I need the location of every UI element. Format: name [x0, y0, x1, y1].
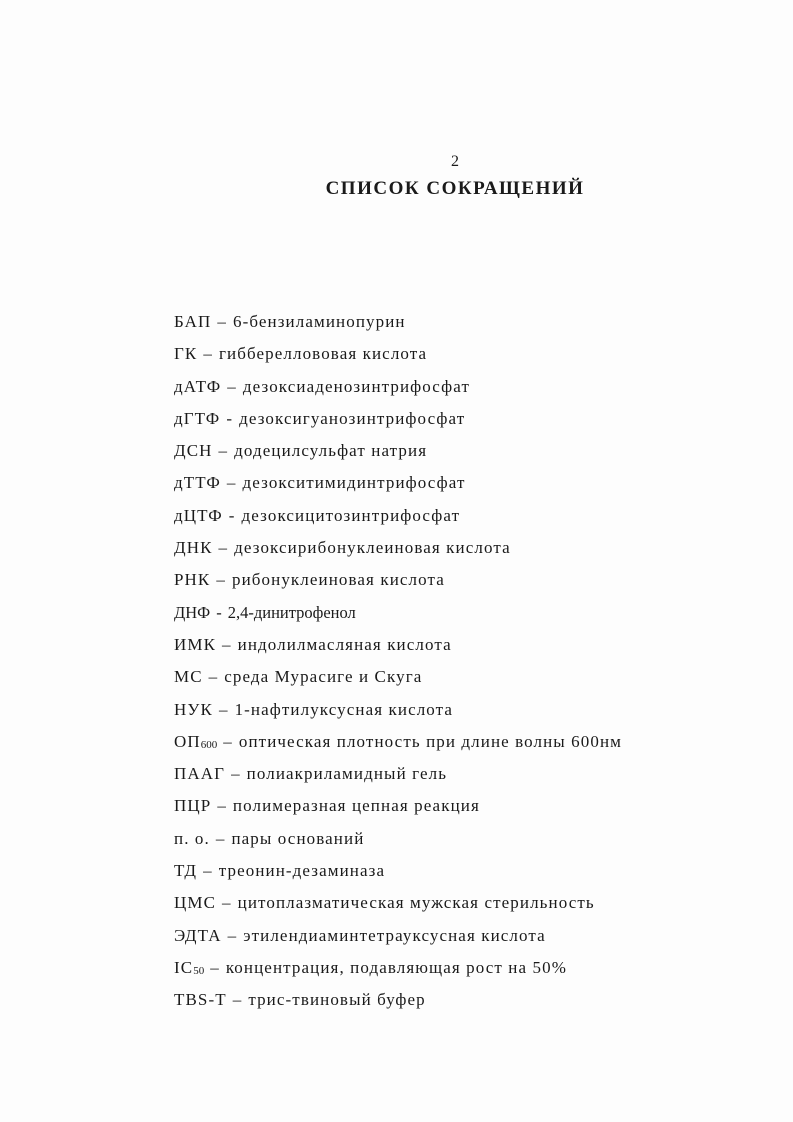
- abbr-term: дТТФ: [174, 473, 221, 493]
- list-item: [174, 403, 622, 435]
- list-item: [174, 500, 622, 532]
- abbr-separator: -: [216, 602, 222, 622]
- abbr-definition: концентрация, подавляющая рост на 50%: [225, 957, 567, 977]
- abbr-term: ПЦР: [174, 796, 212, 816]
- abbr-definition: дезокситимидинтрифосфат: [242, 473, 466, 493]
- abbr-separator: –: [218, 699, 229, 719]
- abbr-definition: полимеразная цепная реакция: [232, 796, 480, 816]
- abbr-separator: –: [222, 634, 232, 654]
- abbr-separator: –: [203, 344, 213, 364]
- abbreviation-list: [174, 306, 622, 1017]
- abbr-term: РНК: [174, 570, 211, 590]
- list-item: [174, 564, 622, 596]
- abbr-separator: –: [227, 376, 237, 396]
- abbr-definition: среда Мурасиге и Скуга: [224, 667, 423, 687]
- abbr-separator: –: [215, 828, 226, 848]
- abbr-separator: –: [223, 731, 233, 751]
- abbr-definition: 1-нафтилуксусная кислота: [234, 699, 454, 719]
- abbr-term: БАП: [174, 312, 212, 331]
- list-item: [174, 952, 622, 984]
- abbr-definition: пары оснований: [231, 828, 365, 848]
- abbr-definition: 6-бензиламинопурин: [233, 312, 406, 331]
- abbr-separator: –: [216, 570, 226, 590]
- abbr-term: ЦМС: [174, 893, 217, 913]
- abbr-separator: –: [208, 667, 219, 687]
- abbr-term: ОП: [174, 731, 201, 751]
- list-item: [174, 790, 622, 822]
- page-title: СПИСОК СОКРАЩЕНИЙ: [325, 178, 585, 199]
- list-item: [174, 467, 622, 499]
- abbr-definition: дезоксирибонуклеиновая кислота: [234, 538, 511, 558]
- abbr-definition: дезоксигуанозинтрифосфат: [239, 408, 466, 428]
- list-item: [174, 694, 622, 726]
- list-item: [174, 823, 622, 855]
- list-item: [174, 629, 622, 661]
- abbr-term: ДНК: [174, 538, 213, 558]
- abbr-separator: –: [232, 990, 243, 1010]
- page-number: 2: [451, 153, 459, 170]
- abbr-term: п. о.: [174, 828, 210, 848]
- abbr-separator: -: [226, 408, 234, 428]
- list-item: [174, 887, 622, 919]
- abbr-separator: –: [218, 538, 229, 558]
- list-item: [174, 984, 622, 1016]
- abbr-definition: 2,4-динитрофенол: [227, 602, 356, 622]
- abbr-separator: –: [217, 796, 227, 816]
- abbr-term: ПААГ: [174, 764, 226, 784]
- abbr-definition: гиббереллововая кислота: [218, 344, 428, 364]
- list-item: [174, 338, 622, 370]
- abbr-separator: -: [228, 505, 236, 525]
- abbr-separator: –: [218, 441, 229, 461]
- abbr-term: дЦТФ: [174, 505, 223, 525]
- abbr-term: дГТФ: [174, 408, 221, 428]
- list-item: [174, 855, 622, 887]
- abbr-definition: индолилмасляная кислота: [237, 634, 452, 654]
- list-item: [174, 920, 622, 952]
- abbr-term: ГК: [174, 344, 198, 364]
- abbr-definition: оптическая плотность при длине волны 600нм: [238, 731, 623, 751]
- abbr-separator: –: [226, 473, 237, 493]
- abbr-separator: –: [217, 312, 228, 331]
- abbr-term: IC: [174, 957, 194, 977]
- abbr-definition: дезоксицитозинтрифосфат: [241, 505, 461, 525]
- abbr-term: ИМК: [174, 634, 217, 654]
- abbr-definition: полиакриламидный гель: [246, 764, 448, 784]
- abbr-separator: –: [203, 861, 213, 881]
- abbr-term: ТД: [174, 861, 198, 881]
- abbr-term: TBS-T: [174, 990, 227, 1010]
- abbr-definition: цитоплазматическая мужская стерильность: [237, 893, 595, 913]
- abbr-definition: трис-твиновый буфер: [248, 990, 426, 1010]
- abbr-separator: –: [210, 957, 220, 977]
- abbr-definition: треонин-дезаминаза: [218, 861, 386, 881]
- list-item: [174, 758, 622, 790]
- list-item: [174, 661, 622, 693]
- abbr-term: ЭДТА: [174, 925, 222, 945]
- abbr-term: НУК: [174, 699, 213, 719]
- abbr-definition: этилендиаминтетрауксусная кислота: [243, 925, 546, 945]
- list-item: [174, 726, 622, 758]
- abbr-term: ДСН: [174, 441, 213, 461]
- list-item: [174, 371, 622, 403]
- list-item: [174, 435, 622, 467]
- abbr-separator: –: [227, 925, 238, 945]
- abbr-subscript: 50: [193, 964, 205, 977]
- abbr-subscript: 600: [200, 738, 218, 751]
- abbr-separator: –: [222, 893, 232, 913]
- abbr-separator: –: [231, 764, 241, 784]
- abbr-term: ДНФ: [174, 602, 211, 622]
- list-item: [174, 532, 622, 564]
- abbr-term: МС: [174, 667, 203, 687]
- list-item: [174, 306, 622, 338]
- abbr-definition: рибонуклеиновая кислота: [231, 570, 445, 590]
- abbr-term: дАТФ: [174, 376, 222, 396]
- list-item: [174, 597, 622, 629]
- abbr-definition: додецилсульфат натрия: [234, 441, 428, 461]
- abbr-definition: дезоксиаденозинтрифосфат: [242, 376, 471, 396]
